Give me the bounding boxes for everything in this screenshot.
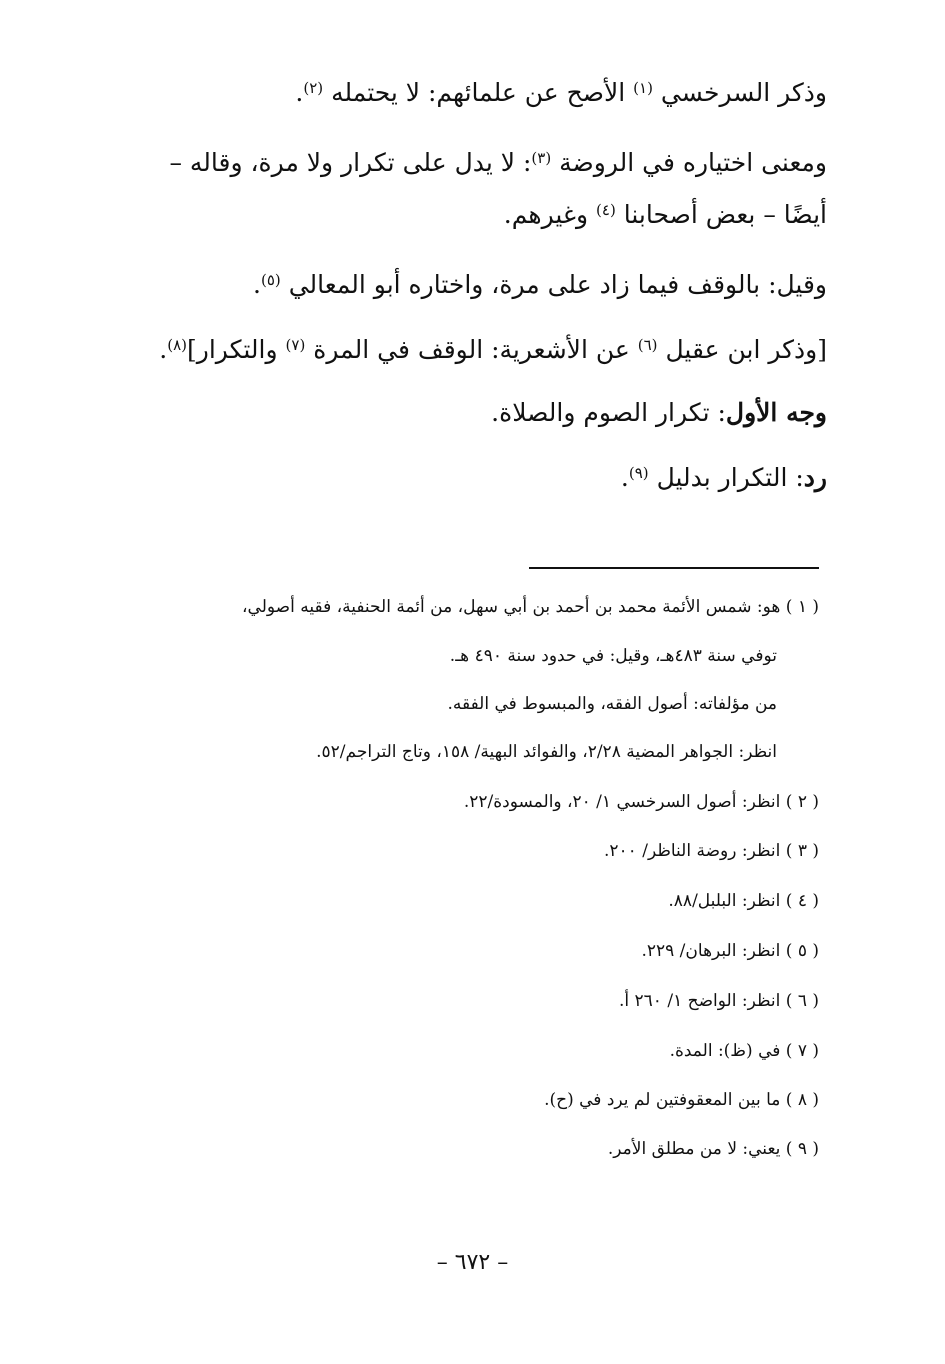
footnote-7: ( ٧ ) في (ظ): المدة.: [669, 1041, 819, 1061]
footnote-8: ( ٨ ) ما بين المعقوفتين لم يرد في (ح).: [544, 1090, 819, 1110]
line-text: : تكرار الصوم والصلاة.: [491, 398, 726, 427]
footnote-separator: [529, 567, 819, 569]
footnote-2: ( ٢ ) انظر: أصول السرخسي ١/ ٢٠، والمسودة/٢٢.: [463, 792, 819, 812]
page-number: – ٦٧٢ –: [436, 1250, 509, 1275]
footnote-ref-3: (٣): [531, 149, 552, 167]
footnote-ref-9: (٩): [628, 464, 649, 482]
punctuation: .: [295, 78, 304, 107]
heading-term: رد: [803, 463, 827, 492]
footnote-1-line-2: توفي سنة ٤٨٣هـ، وقيل: في حدود سنة ٤٩٠ هـ.: [449, 646, 777, 666]
footnote-ref-6: (٦): [637, 336, 658, 354]
footnote-9: ( ٩ ) يعني: لا من مطلق الأمر.: [607, 1139, 819, 1159]
footnote-ref-5: (٥): [260, 271, 281, 289]
footnote-1-line-3: من مؤلفاته: أصول الفقه، والمبسوط في الفقه.: [447, 694, 777, 714]
footnote-6: ( ٦ ) انظر: الواضح ١/ ٢٦٠ أ.: [619, 991, 819, 1011]
line-text: وغيرهم.: [503, 200, 589, 229]
heading-term: وجه الأول: [725, 398, 827, 427]
body-line-1: [295, 78, 827, 107]
punctuation: .: [253, 270, 261, 299]
line-text: أيضًا – بعض أصحابنا: [623, 200, 827, 229]
line-text: وقيل: بالوقف فيما زاد على مرة، واختاره أبو المعالي: [288, 270, 827, 299]
footnote-4: ( ٤ ) انظر: البلبل/٨٨.: [668, 891, 819, 911]
line-text: والتكرار]: [187, 335, 278, 364]
body-line-4: [253, 270, 827, 299]
footnote-3: ( ٣ ) انظر: روضة الناظر/ ٢٠٠.: [604, 841, 819, 861]
footnote-ref-7: (٧): [285, 336, 306, 354]
body-line-3: [504, 200, 827, 229]
body-line-2: [169, 148, 827, 177]
line-text: وذكر السرخسي: [660, 78, 827, 107]
footnote-1-line-1: ( ١ ) هو: شمس الأئمة محمد بن أحمد بن أبي سهل، من أئمة الحنفية، فقيه أصولي،: [242, 597, 819, 617]
punctuation: .: [620, 463, 629, 492]
line-text: عن الأشعرية: الوقف في المرة: [313, 335, 630, 364]
footnote-ref-1: (١): [633, 79, 653, 97]
line-text: : لا يدل على تكرار ولا مرة، وقاله –: [169, 148, 532, 177]
footnote-ref-8: (٨): [167, 336, 187, 354]
body-line-7: [621, 463, 827, 492]
line-text: الأصح عن علمائهم: لا يحتمله: [331, 78, 626, 107]
punctuation: .: [159, 335, 168, 364]
footnote-1-line-4: انظر: الجواهر المضية ٢/٢٨، والفوائد البهية/ ١٥٨، وتاج التراجم/٥٢.: [316, 742, 777, 762]
footnote-ref-2: (٢): [303, 79, 324, 97]
body-line-5: [159, 335, 827, 364]
footnote-5: ( ٥ ) انظر: البرهان/ ٢٢٩.: [641, 941, 819, 961]
body-line-6: [491, 398, 827, 427]
line-text: ومعنى اختياره في الروضة: [559, 148, 827, 177]
footnote-ref-4: (٤): [596, 201, 616, 219]
line-text: : التكرار بدليل: [656, 463, 804, 492]
line-text: [وذكر ابن عقيل: [665, 335, 827, 364]
